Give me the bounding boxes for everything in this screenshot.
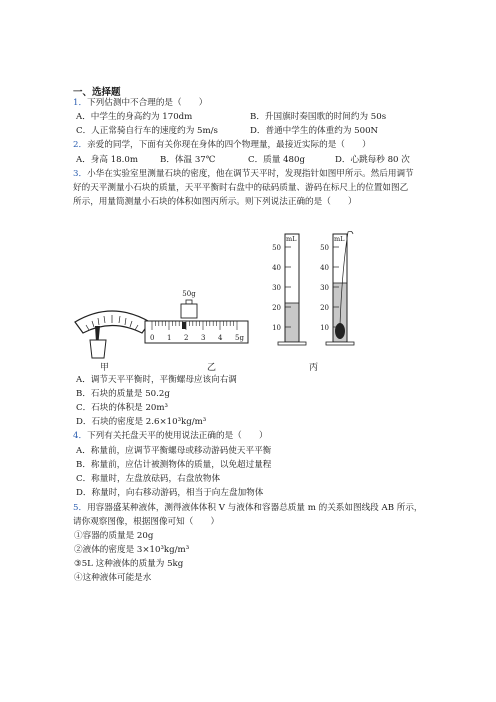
question-2-option-c: C．质量 480g	[248, 155, 305, 165]
question-4-option-b: B．称量前，应估计被测物体的质量，以免超过量程	[76, 460, 272, 470]
question-5-stem-line-1	[73, 503, 423, 514]
cylinder-left-unit: mL	[286, 235, 297, 243]
question-4-option-d: D．称量时，向右移动游码，相当于向左盘加物体	[76, 488, 264, 498]
question-2-option-a: A．身高 18.0m	[76, 155, 139, 165]
question-3-stem-line-2: 好的天平测量小石块的质量，天平平衡时右盘中的砝码质量、游码在标尺上的位置如图乙	[73, 183, 409, 193]
cylinder-left-tick-50: 50	[272, 244, 281, 252]
cylinder-left-tick-30: 30	[272, 284, 281, 292]
question-1-stem	[73, 98, 207, 109]
question-5-statement-3: ③5L 这种液体的质量为 5kg	[74, 559, 184, 569]
ruler-label-1: 1	[167, 334, 172, 342]
question-3-stem-line-3: 所示，用量筒测量小石块的体积如图丙所示。则下列说法正确的是（ ）	[73, 197, 357, 207]
question-4-option-a: A．称量前，应调节平衡螺母或移动游码使天平平衡	[76, 446, 272, 456]
question-4-text: 下列有关托盘天平的使用说法正确的是（ ）	[87, 431, 268, 441]
question-2-number: 2．	[73, 140, 88, 150]
question-2-stem	[73, 140, 371, 151]
cylinder-right-tick-10: 10	[320, 324, 329, 332]
cylinder-right-unit: mL	[334, 235, 345, 243]
ruler-label-5: 5g	[235, 334, 244, 342]
question-5-text-1: 用容器盛某种液体，测得液体体积 V 与液体和容器总质量 m 的关系如图线段 AB 所示，	[87, 503, 423, 513]
weight-label: 50g	[182, 290, 196, 298]
cylinder-right-scale	[320, 244, 329, 332]
cylinder-left-base	[278, 342, 306, 345]
weight-body	[181, 304, 197, 318]
cylinder-left-scale	[272, 244, 281, 332]
question-4-option-c: C．称量时，左盘放砝码，右盘放物体	[76, 474, 221, 484]
scale-arc	[75, 311, 150, 333]
figure-label-jia: 甲	[100, 363, 110, 373]
question-2-text: 亲爱的同学，下面有关你现在身体的四个物理量，最接近实际的是（ ）	[87, 140, 371, 150]
question-1-option-a: A．中学生的身高约为 170dm	[76, 112, 193, 122]
question-1-option-c: C．人正常骑自行车的速度约为 5m/s	[76, 126, 218, 136]
cylinder-right-tick-30: 30	[320, 284, 329, 292]
cylinder-right-tick-40: 40	[320, 264, 329, 272]
question-3-number: 3．	[73, 169, 88, 179]
question-1-option-d: D．普通中学生的体重约为 500N	[250, 126, 379, 136]
ruler-label-4: 4	[218, 334, 223, 342]
figure-label-bing: 丙	[309, 363, 319, 373]
question-3-text-1: 小华在实验室里测量石块的密度，他在调节天平时，发现指针如图甲所示。然后用调节	[87, 169, 414, 179]
scale-base	[90, 340, 106, 358]
ruler-slider	[182, 322, 186, 329]
question-5-statement-4: ④这种液体可能是水	[74, 573, 152, 583]
scale-pointer-diagram	[75, 311, 150, 358]
question-1-number: 1．	[73, 98, 88, 108]
cylinder-right-stone	[335, 323, 345, 339]
weight-knob	[186, 300, 192, 304]
question-4-stem	[73, 431, 268, 442]
weight-and-ruler-diagram	[145, 290, 248, 343]
figure-label-yi: 乙	[207, 363, 217, 373]
question-3-figure	[70, 230, 370, 373]
ruler-label-3: 3	[201, 334, 206, 342]
question-2-option-d: D．心跳每秒 80 次	[335, 155, 410, 165]
question-3-stem-line-1	[73, 169, 414, 180]
question-4-number: 4．	[73, 431, 88, 441]
ruler-label-0: 0	[150, 334, 155, 342]
question-2-option-b: B．体温 37℃	[160, 155, 216, 165]
cylinder-right-tick-50: 50	[320, 244, 329, 252]
figure-svg	[70, 230, 370, 370]
cylinder-left	[272, 234, 306, 345]
ruler-label-2: 2	[184, 334, 189, 342]
question-3-option-a: A．调节天平平衡时，平衡螺母应该向右调	[76, 375, 237, 385]
cylinder-right-tick-20: 20	[320, 304, 329, 312]
cylinder-left-tick-10: 10	[272, 324, 281, 332]
cylinder-right	[320, 231, 354, 345]
question-5-statement-1: ①容器的质量是 20g	[74, 531, 154, 541]
question-3-option-c: C．石块的体积是 20m³	[76, 403, 168, 413]
cylinder-left-liquid	[286, 303, 299, 342]
section-title: 一、选择题	[73, 87, 121, 98]
question-3-option-d: D．石块的密度是 2.6×10³kg/m³	[76, 417, 207, 427]
question-1-text: 下列估测中不合理的是（ ）	[87, 98, 208, 108]
question-3-option-b: B．石块的质量是 50.2g	[76, 389, 170, 399]
question-5-stem-line-2: 请你观察图像，根据图像可知（ ）	[73, 517, 220, 527]
ruler-body	[145, 321, 248, 343]
cylinder-left-tick-40: 40	[272, 264, 281, 272]
cylinder-right-base	[326, 342, 354, 345]
question-5-number: 5．	[73, 503, 88, 513]
cylinder-left-tick-20: 20	[272, 304, 281, 312]
question-5-statement-2: ②液体的密度是 3×10³kg/m³	[74, 545, 190, 555]
question-1-option-b: B．升国旗时奏国歌的时间约为 50s	[250, 112, 387, 122]
